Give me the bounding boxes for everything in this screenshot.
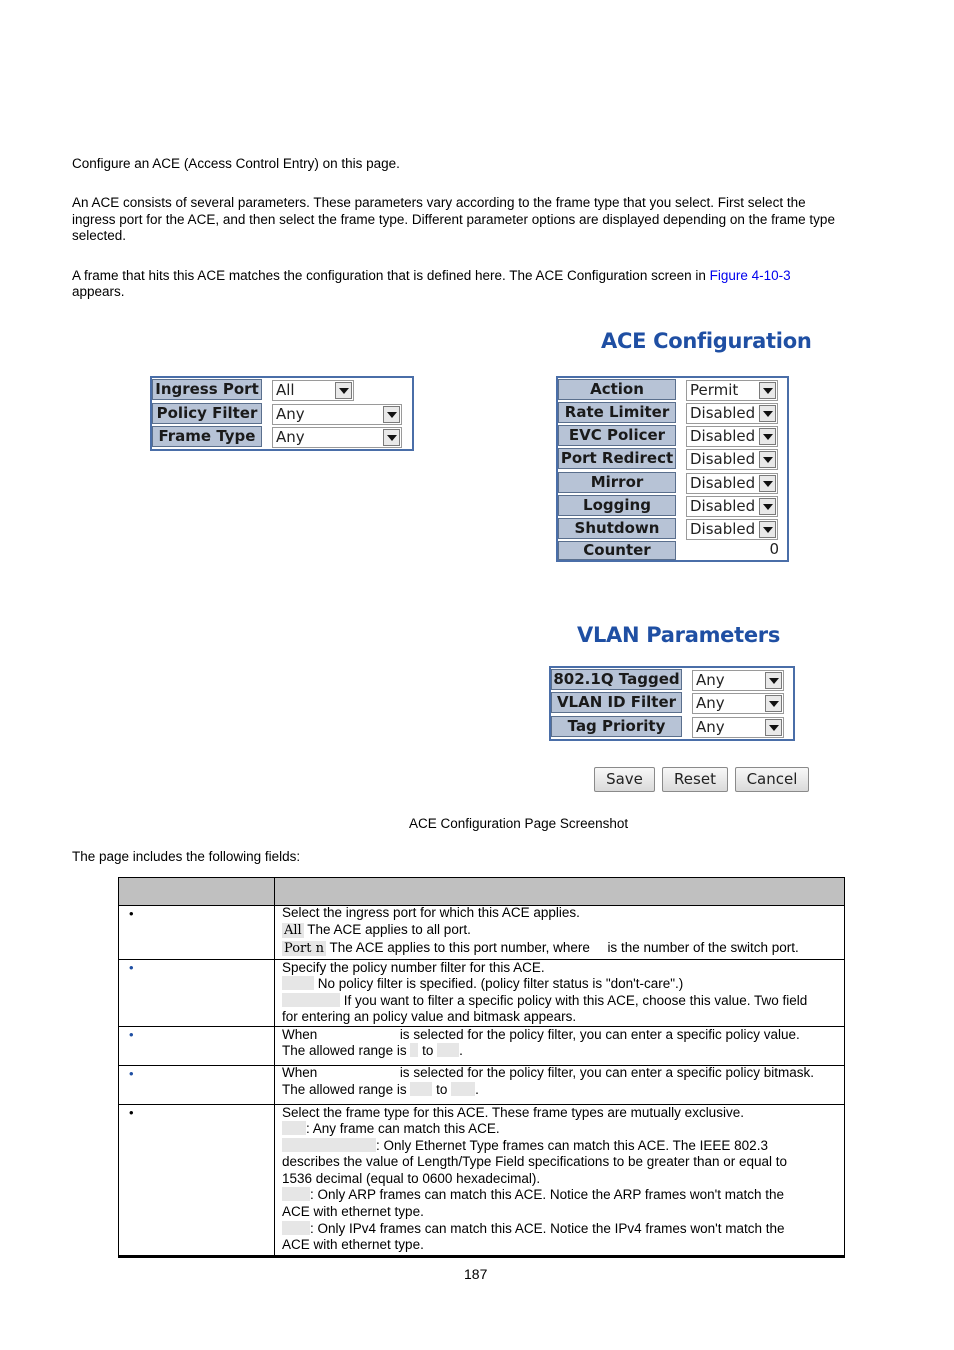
chevron-down-icon xyxy=(759,451,776,468)
row5-line8-text: : Only IPv4 frames can match this ACE. Notice the IPv4 frames won't match the xyxy=(310,1221,785,1236)
row1-line3 xyxy=(282,940,799,958)
tag-priority-select[interactable] xyxy=(692,717,784,738)
row3-line1 xyxy=(282,1027,800,1044)
row3-to: to xyxy=(422,1043,434,1058)
policy-filter-label: Policy Filter xyxy=(152,403,262,424)
tagged-label: 802.1Q Tagged xyxy=(551,669,682,690)
row4-to: to xyxy=(436,1082,448,1097)
placeholder-any xyxy=(282,976,314,990)
frame-type-select[interactable] xyxy=(272,427,402,448)
chevron-down-icon xyxy=(759,382,776,399)
evc-policer-select[interactable] xyxy=(686,426,778,447)
row5-line5: 1536 decimal (equal to 0600 hexadecimal). xyxy=(282,1171,541,1186)
intro-paragraph-1: Configure an ACE (Access Control Entry) on this page. xyxy=(72,156,400,171)
logging-row xyxy=(558,495,787,518)
row1-line2 xyxy=(282,922,471,940)
ingress-port-select[interactable] xyxy=(272,380,354,401)
ingress-filter-table xyxy=(150,376,414,451)
row1-line3-text: The ACE applies to this port number, where xyxy=(329,940,590,955)
row4-when: When xyxy=(282,1065,318,1080)
row5-line3 xyxy=(282,1138,768,1155)
chevron-down-icon xyxy=(759,498,776,515)
bullet-icon: • xyxy=(129,906,134,921)
row5-line1: Select the frame type for this ACE. These frame types are mutually exclusive. xyxy=(282,1105,744,1120)
row3-when: When xyxy=(282,1027,318,1042)
row5-line3-text: : Only Ethernet Type frames can match this ACE. The IEEE 802.3 xyxy=(376,1138,768,1153)
column-divider xyxy=(844,877,845,1257)
tagged-value: Any xyxy=(696,671,725,689)
vlan-id-filter-row xyxy=(551,692,793,715)
port-redirect-row xyxy=(558,448,787,471)
page-number: 187 xyxy=(464,1266,488,1282)
evc-policer-label: EVC Policer xyxy=(558,425,676,446)
bullet-icon: • xyxy=(129,1066,134,1081)
row1-line3-text-end: is the number of the switch port. xyxy=(607,940,799,955)
vlan-id-filter-label: VLAN ID Filter xyxy=(551,692,682,713)
row5-line9: ACE with ethernet type. xyxy=(282,1237,424,1252)
ingress-port-label: Ingress Port xyxy=(152,379,262,400)
port-redirect-label: Port Redirect xyxy=(558,448,676,469)
bullet-icon: • xyxy=(129,1105,134,1120)
range-min-placeholder xyxy=(410,1082,432,1096)
shutdown-label: Shutdown xyxy=(558,518,676,539)
rate-limiter-row xyxy=(558,402,787,425)
policy-filter-row xyxy=(152,403,412,426)
row5-line8 xyxy=(282,1221,785,1238)
chevron-down-icon xyxy=(759,521,776,538)
intro-paragraph-2-line-1: An ACE consists of several parameters. These parameters vary according to the frame type that you select. First select the xyxy=(72,195,806,210)
table-header xyxy=(118,877,845,905)
row3-dot: . xyxy=(459,1043,463,1058)
reset-button[interactable]: Reset xyxy=(662,767,728,792)
intro-paragraph-3-line-2: appears. xyxy=(72,284,125,299)
intro-paragraph-3-text: A frame that hits this ACE matches the configuration that is defined here. The ACE Configuration screen in xyxy=(72,268,706,283)
row1-line2-text: The ACE applies to all port. xyxy=(307,922,471,937)
row4-dot: . xyxy=(475,1082,479,1097)
intro-paragraph-2-line-2: ingress port for the ACE, and then select the frame type. Different parameter options are displayed depending on the frame type xyxy=(72,212,835,227)
placeholder-specific xyxy=(282,993,340,1007)
row5-line4: describes the value of Length/Type Field specifications to be greater than or equal to xyxy=(282,1154,788,1169)
placeholder-arp xyxy=(282,1187,310,1201)
placeholder-any xyxy=(282,1121,306,1135)
action-table xyxy=(556,376,789,562)
chevron-down-icon xyxy=(765,695,782,712)
row2-line2-text: No policy filter is specified. (policy filter status is "don't-care".) xyxy=(317,976,684,991)
table-bottom-border xyxy=(118,1255,845,1258)
row4-range-text: The allowed range is xyxy=(282,1082,407,1097)
frame-type-value: Any xyxy=(276,428,305,446)
row2-line4: for entering an policy value and bitmask appears. xyxy=(282,1009,577,1024)
mirror-select[interactable] xyxy=(686,473,778,494)
row5-line7: ACE with ethernet type. xyxy=(282,1204,424,1219)
column-divider xyxy=(118,877,119,1257)
bullet-icon: • xyxy=(129,960,134,975)
row4-line2 xyxy=(282,1082,479,1099)
figure-reference-link[interactable]: Figure 4-10-3 xyxy=(709,268,791,283)
row4-line1-text: is selected for the policy filter, you can enter a specific policy bitmask. xyxy=(399,1065,815,1080)
bullet-icon: • xyxy=(129,1027,134,1042)
row2-line3 xyxy=(282,993,807,1010)
row5-line6 xyxy=(282,1187,784,1204)
column-divider xyxy=(274,877,275,1257)
chevron-down-icon xyxy=(759,405,776,422)
row3-line2 xyxy=(282,1043,463,1060)
placeholder-ipv4 xyxy=(282,1221,310,1235)
ingress-port-value: All xyxy=(276,381,295,399)
row3-range-text: The allowed range is xyxy=(282,1043,407,1058)
ace-configuration-title: ACE Configuration xyxy=(601,329,812,353)
ingress-port-row xyxy=(152,379,412,402)
action-select[interactable] xyxy=(686,380,778,401)
tag-priority-row xyxy=(551,716,793,739)
range-min-placeholder xyxy=(410,1043,418,1057)
shutdown-row xyxy=(558,518,787,541)
all-code: All xyxy=(284,923,302,938)
chevron-down-icon xyxy=(759,428,776,445)
chevron-down-icon xyxy=(383,406,400,423)
row2-line1: Specify the policy number filter for this ACE. xyxy=(282,960,545,975)
shutdown-select[interactable] xyxy=(686,519,778,540)
save-button[interactable]: Save xyxy=(594,767,655,792)
range-max-placeholder xyxy=(451,1082,475,1096)
evc-policer-value: Disabled xyxy=(690,427,756,445)
row3-line1-text: is selected for the policy filter, you can enter a specific policy value. xyxy=(399,1027,800,1042)
port-redirect-value: Disabled xyxy=(690,450,756,468)
port-code: Port n xyxy=(284,941,324,956)
placeholder-ethernet-type xyxy=(282,1138,376,1152)
range-max-placeholder xyxy=(437,1043,459,1057)
policy-filter-value: Any xyxy=(276,405,305,423)
row5-line2 xyxy=(282,1121,500,1138)
logging-value: Disabled xyxy=(690,497,756,515)
intro-paragraph-2-line-3: selected. xyxy=(72,228,127,243)
fields-table xyxy=(118,877,845,1259)
chevron-down-icon xyxy=(759,475,776,492)
row5-line2-text: : Any frame can match this ACE. xyxy=(306,1121,500,1136)
vlan-parameters-table xyxy=(549,666,795,741)
evc-policer-row xyxy=(558,425,787,448)
tag-priority-label: Tag Priority xyxy=(551,716,682,737)
intro-paragraph-3-line-1 xyxy=(72,268,791,285)
tag-priority-value: Any xyxy=(696,718,725,736)
logging-select[interactable] xyxy=(686,496,778,517)
logging-label: Logging xyxy=(558,495,676,516)
row5-line6-text: : Only ARP frames can match this ACE. Notice the ARP frames won't match the xyxy=(310,1187,785,1202)
chevron-down-icon xyxy=(765,672,782,689)
cancel-button[interactable]: Cancel xyxy=(735,767,809,792)
action-value: Permit xyxy=(690,381,739,399)
rate-limiter-label: Rate Limiter xyxy=(558,402,676,423)
fields-intro: The page includes the following fields: xyxy=(72,849,301,864)
frame-type-label: Frame Type xyxy=(152,426,262,447)
counter-label: Counter xyxy=(558,541,676,560)
row1-line1: Select the ingress port for which this ACE applies. xyxy=(282,905,580,920)
row2-line3-text: If you want to filter a specific policy with this ACE, choose this value. Two field xyxy=(343,993,808,1008)
row2-line2 xyxy=(282,976,683,993)
port-redirect-select[interactable] xyxy=(686,449,778,470)
mirror-label: Mirror xyxy=(558,472,676,493)
shutdown-value: Disabled xyxy=(690,520,756,538)
chevron-down-icon xyxy=(335,382,352,399)
chevron-down-icon xyxy=(765,719,782,736)
tagged-select[interactable] xyxy=(692,670,784,691)
row4-line1 xyxy=(282,1065,814,1082)
policy-filter-select[interactable] xyxy=(272,404,402,425)
mirror-value: Disabled xyxy=(690,474,756,492)
mirror-row xyxy=(558,472,787,495)
counter-row xyxy=(558,541,787,564)
rate-limiter-value: Disabled xyxy=(690,404,756,422)
frame-type-row xyxy=(152,426,412,449)
rate-limiter-select[interactable] xyxy=(686,403,778,424)
vlan-id-filter-select[interactable] xyxy=(692,693,784,714)
chevron-down-icon xyxy=(383,429,400,446)
action-row xyxy=(558,379,787,402)
vlan-id-filter-value: Any xyxy=(696,694,725,712)
action-label: Action xyxy=(558,379,676,400)
counter-value: 0 xyxy=(769,540,779,558)
figure-caption: ACE Configuration Page Screenshot xyxy=(409,816,629,831)
tagged-row xyxy=(551,669,793,692)
vlan-parameters-title: VLAN Parameters xyxy=(577,623,781,647)
